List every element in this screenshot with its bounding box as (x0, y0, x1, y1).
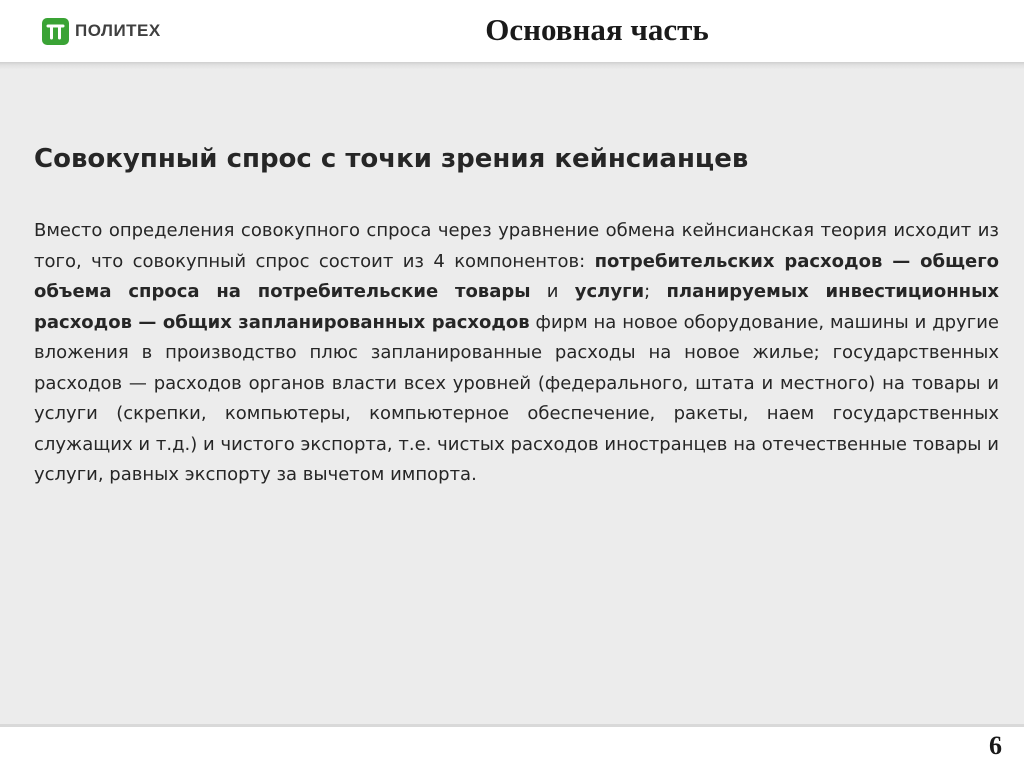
content-body (34, 216, 999, 491)
paragraph-run: и (530, 281, 575, 302)
section-title-text: Основная часть (485, 12, 709, 47)
paragraph-run: фирм на новое оборудование, машины и другие вложения в производство плюс запланированные расходы на новое жилье; государственных расходов — расходов органов власти всех уровней (федерального, штата и местного) на товары и услуги (скрепки, компьютеры, компьютерное обеспечение, ракеты, наем государственных служащих и т.д.) и чистого экспорта, т.е. чистых расходов иностранцев на отечественные товары и услуги, равных экспорту за вычетом импорта. (34, 311, 999, 485)
logo-text: ПОЛИТЕХ (75, 21, 161, 40)
section-title (0, 12, 1024, 48)
paragraph-bold-run: планируемых инвестиционных расходов — общих запланированных расходов (34, 281, 999, 333)
slide-header (0, 0, 1024, 62)
content-area (0, 70, 1024, 724)
paragraph-run: ; (644, 281, 667, 302)
paragraph-bold-run: потребительских расходов — общего объема спроса на потребительские товары (34, 250, 999, 302)
header-divider (0, 62, 1024, 70)
slide-footer (0, 724, 1024, 767)
content-title: Совокупный спрос с точки зрения кейнсианцев (34, 144, 749, 174)
page-number: 6 (989, 731, 1002, 760)
paragraph-bold-run: услуги (574, 281, 645, 302)
paragraph-run: Вместо определения совокупного спроса через уравнение обмена кейнсианская теория исходит из того, что совокупный спрос состоит из 4 компонентов: (34, 220, 999, 272)
